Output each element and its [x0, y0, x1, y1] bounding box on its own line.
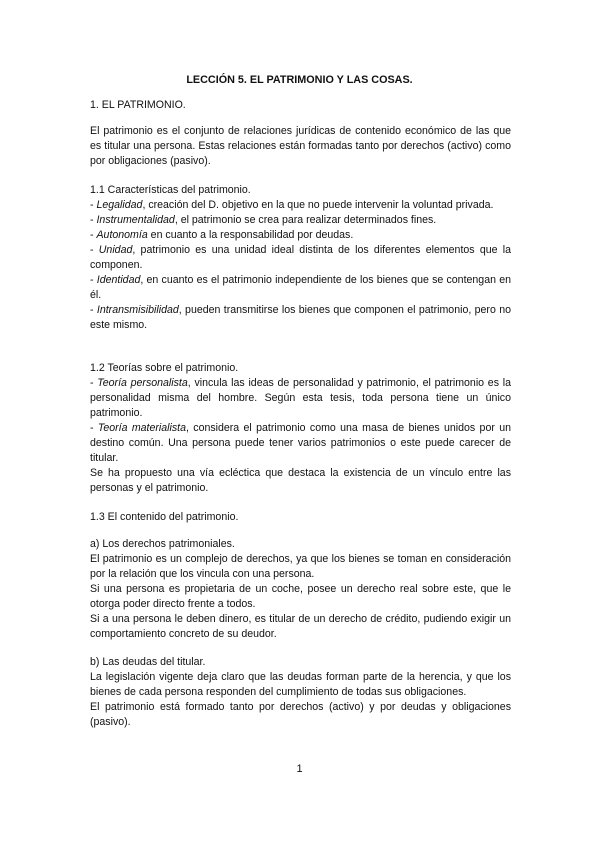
intro-paragraph: El patrimonio es el conjunto de relaciones jurídicas de contenido económico de las que es titular una persona. Estas relaciones están formadas tanto por derechos (activo) como por obligaciones (pasivo). — [90, 125, 511, 167]
bullet-dash: - — [90, 229, 97, 241]
bullet-dash: - — [90, 274, 97, 286]
section-1-heading-block — [90, 98, 511, 113]
debts-paragraph-2: El patrimonio está formado tanto por derechos (activo) y por deudas y obligaciones (pasivo). — [90, 701, 511, 728]
page-number: 1 — [296, 763, 303, 775]
subsection-heading: 1.1 Características del patrimonio. — [90, 184, 251, 196]
subsection-1-2 — [90, 361, 511, 496]
item-term: Legalidad — [96, 199, 143, 211]
item-description: , el patrimonio se crea para realizar determinados fines. — [174, 214, 437, 226]
rights-block — [90, 537, 511, 642]
bullet-dash: - — [90, 377, 98, 389]
list-item — [90, 273, 511, 303]
item-term: Unidad — [98, 244, 133, 256]
item-term: Intransmisibilidad — [96, 304, 179, 316]
item-description: , vincula las ideas de personalidad y patrimonio, el patrimonio es la personalidad misma del hombre. Según esta tesis, toda persona tiene un único patrimonio. — [90, 377, 511, 419]
bullet-dash: - — [90, 214, 97, 226]
item-term: Teoría materialista — [97, 422, 186, 434]
theories-list — [90, 376, 511, 466]
list-item — [90, 228, 511, 243]
section-1-intro-block — [90, 124, 511, 169]
list-item — [90, 421, 511, 466]
item-description: , pueden transmitirse los bienes que componen el patrimonio, pero no este mismo. — [90, 304, 511, 331]
subsection-heading: 1.3 El contenido del patrimonio. — [90, 511, 239, 523]
item-description: , considera el patrimonio como una masa de bienes unidos por un destino común. Una persona puede tener varios patrimonios o este puede carecer de titular. — [90, 422, 511, 464]
closing-paragraph: Se ha propuesto una vía ecléctica que destaca la existencia de un vínculo entre las personas y el patrimonio. — [90, 467, 511, 494]
list-item — [90, 243, 511, 273]
rights-paragraph-1: El patrimonio es un complejo de derechos, ya que los bienes se toman en consideración por la relación que los vincula con una persona. — [90, 553, 511, 580]
lesson-title: LECCIÓN 5. EL PATRIMONIO Y LAS COSAS. — [186, 74, 413, 86]
bullet-dash: - — [90, 199, 97, 211]
debts-paragraph-1: La legislación vigente deja claro que las deudas forman parte de la herencia, y que los bienes de cada persona responden del cumplimiento de todas sus obligaciones. — [90, 671, 511, 698]
bullet-dash: - — [90, 244, 99, 256]
list-item — [90, 213, 511, 228]
rights-paragraph-2: Si una persona es propietaria de un coche, posee un derecho real sobre este, que le otorga poder directo frente a todos. — [90, 583, 511, 610]
item-description: , creación del D. objetivo en la que no puede intervenir la voluntad privada. — [142, 199, 494, 211]
subheading-debts: b) Las deudas del titular. — [90, 656, 206, 668]
item-term: Teoría personalista — [97, 377, 188, 389]
bullet-dash: - — [90, 304, 97, 316]
item-description: , en cuanto es el patrimonio independiente de los bienes que se contengan en él. — [90, 274, 511, 301]
section-heading: 1. EL PATRIMONIO. — [90, 99, 186, 111]
bullet-dash: - — [90, 422, 98, 434]
list-item — [90, 303, 511, 333]
item-term: Identidad — [96, 274, 141, 286]
item-description: , patrimonio es una unidad ideal distinta de los diferentes elementos que la componen. — [90, 244, 511, 271]
characteristics-list — [90, 198, 511, 333]
item-description: en cuanto a la responsabilidad por deudas. — [147, 229, 354, 241]
subheading-rights: a) Los derechos patrimoniales. — [90, 538, 235, 550]
item-term: Instrumentalidad — [96, 214, 175, 226]
subsection-heading: 1.2 Teorías sobre el patrimonio. — [90, 362, 239, 374]
list-item — [90, 376, 511, 421]
subsection-1-1 — [90, 183, 511, 333]
item-term: Autonomía — [96, 229, 148, 241]
debts-block — [90, 655, 511, 730]
rights-paragraph-3: Si a una persona le deben dinero, es titular de un derecho de crédito, pudiendo exigir un comportamiento concreto de su deudor. — [90, 613, 511, 640]
subsection-1-3-heading-block — [90, 510, 511, 525]
list-item — [90, 198, 511, 213]
